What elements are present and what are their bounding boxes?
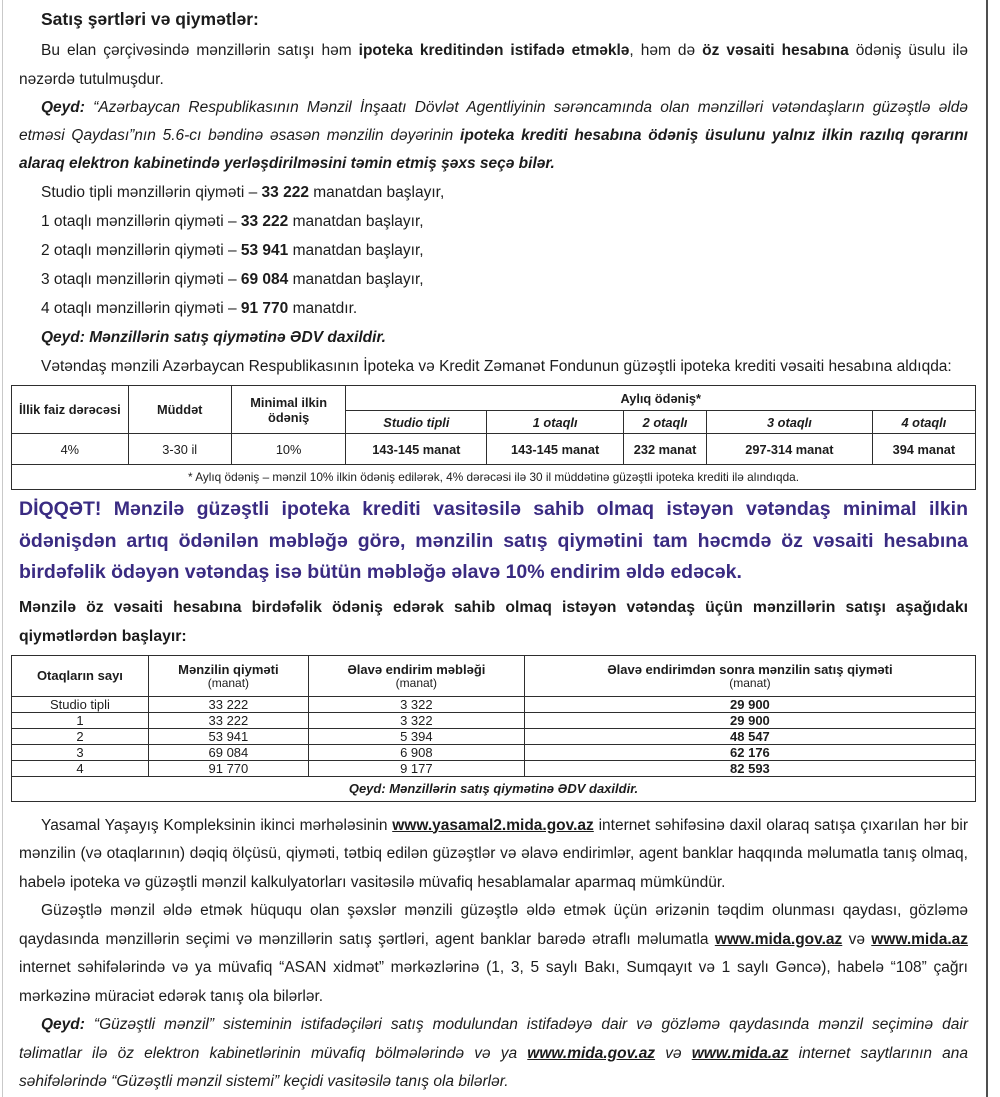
table2-header-price-unit: (manat) <box>207 675 250 690</box>
table2-header-discount-unit: (manat) <box>395 675 438 690</box>
link-mida-gov-az[interactable]: www.mida.gov.az <box>714 930 843 948</box>
link-mida-gov-az-2[interactable]: www.mida.gov.az <box>527 1044 656 1062</box>
table-cell: 82 593 <box>524 760 975 776</box>
text-segment: ipoteka kreditindən istifadə etməklə <box>358 42 630 59</box>
table2-footnote: Qeyd: Mənzillərin satış qiymətinə ƏDV daxildir. <box>12 776 976 801</box>
text-segment: , həm də <box>629 42 703 59</box>
price-line-2room <box>19 236 968 265</box>
outro-yasamal-paragraph <box>19 812 968 898</box>
note1-paragraph <box>19 94 968 178</box>
table-cell: 3 322 <box>308 696 524 712</box>
table-cell: 394 manat <box>872 434 975 465</box>
table2-header-rooms <box>12 655 149 696</box>
text-segment: ipoteka krediti hesabına ödəniş üsulunu yalnız ilkin razılıq qərarını alaraq elektron kabinetində yerləşdirilməsini təmin etmiş şəxs seçə bilər. <box>19 127 968 172</box>
text-segment: 53 941 <box>240 242 289 259</box>
table-cell: 48 547 <box>524 728 975 744</box>
table-cell: 91 770 <box>148 760 308 776</box>
table1-subheader-2room: 2 otaqlı <box>624 411 707 434</box>
price-list <box>19 178 968 323</box>
page-title: Satış şərtləri və qiymətlər: <box>41 9 259 29</box>
table-cell: 3 322 <box>308 712 524 728</box>
price-line-studio <box>19 178 968 207</box>
price-line-1room <box>19 207 968 236</box>
table-cell: 143-145 manat <box>487 434 624 465</box>
table2-header-price-label: Mənzilin qiyməti <box>178 661 279 677</box>
table-cell: 3 <box>12 744 149 760</box>
table-cell: 9 177 <box>308 760 524 776</box>
price-line-3room <box>19 265 968 294</box>
mortgage-intro-paragraph: Vətəndaş mənzili Azərbaycan Respublikasının İpoteka və Kredit Zəmanət Fondunun güzəştli ipoteka krediti vəsaiti hesabına aldıqda: <box>41 358 952 375</box>
table1-header-row <box>12 386 976 411</box>
table2-row-1room <box>12 712 976 728</box>
table-cell: 2 <box>12 728 149 744</box>
table-cell: 4% <box>12 434 129 465</box>
table1-header-minpayment: Minimal ilkin ödəniş <box>231 386 346 434</box>
table2-header-final-price-label: Əlavə endirimdən sonra mənzilin satış qiyməti <box>607 661 893 677</box>
text-segment: və <box>655 1044 692 1062</box>
table1-footnote-row <box>12 465 976 490</box>
link-yasamal2-mida-gov-az[interactable]: www.yasamal2.mida.gov.az <box>392 816 594 834</box>
outro-info-paragraph <box>19 897 968 1011</box>
table2-row-3room <box>12 744 976 760</box>
text-segment: internet səhifələrində və ya müvafiq “ASAN xidmət” mərkəzlərinə (1, 3, 5 saylı Bakı, Sumqayıt və 1 saylı Gəncə), habelə “108” çağrı mərkəzinə müraciət edərək tanış ola bilərlər. <box>19 959 968 1005</box>
table2-header-final-price <box>524 655 975 696</box>
text-segment: Bu elan çərçivəsində mənzillərin satışı həm <box>41 42 359 59</box>
table-cell: 53 941 <box>148 728 308 744</box>
document-frame <box>2 0 988 1097</box>
text-segment: 4 otaqlı mənzillərin qiyməti – <box>41 300 241 317</box>
table-cell: 4 <box>12 760 149 776</box>
text-segment: manatdan başlayır, <box>288 213 424 230</box>
text-segment: öz vəsaiti hesabına <box>702 42 849 59</box>
table-cell: 6 908 <box>308 744 524 760</box>
price-line-4room <box>19 294 968 323</box>
table1-footnote: * Aylıq ödəniş – mənzil 10% ilkin ödəniş edilərək, 4% dərəcəsi ilə 30 il müddətinə güzəştli ipoteka krediti ilə alındıqda. <box>12 465 976 490</box>
text-segment: “Güzəştli mənzil” sisteminin istifadəçiləri satış modulundan istifadəyə dair və gözləmə qaydasında mənzil seçiminə dair təlimatlar ilə öz elektron kabinetlərinin müvafiq bölmələrində və ya <box>19 1016 968 1062</box>
table-cell: 62 176 <box>524 744 975 760</box>
outro-note-paragraph <box>19 1011 968 1097</box>
text-segment: internet saytlarının ana səhifələrində “Güzəştli mənzil sistemi” keçidi vasitəsilə tanış ola bilərlər. <box>19 1044 968 1090</box>
text-segment: 33 222 <box>240 213 289 230</box>
table1-header-rate: İllik faiz dərəcəsi <box>12 386 129 434</box>
text-segment: və <box>842 930 872 948</box>
table2-header-discount-label: Əlavə endirim məbləği <box>347 661 486 677</box>
table-cell: 33 222 <box>148 712 308 728</box>
text-segment: manatdan başlayır, <box>288 271 424 288</box>
text-segment: internet səhifəsinə daxil olaraq satışa çıxarılan hər bir mənzilin (və otaqlarının) dəqiq ölçüsü, qiyməti, tətbiq edilən güzəştlər və əlavə endirimlər, agent banklar haqqında məlumatla tanış olmaq, habelə ipoteka və güzəştli mənzil kalkulyatorları vasitəsilə müvafiq hesablamalar aparmaq mümkündür. <box>19 816 968 891</box>
table-cell: 29 900 <box>524 696 975 712</box>
text-segment: Studio tipli mənzillərin qiyməti – <box>41 184 262 201</box>
link-mida-az-2[interactable]: www.mida.az <box>691 1044 789 1062</box>
text-segment: Qeyd: <box>41 1016 85 1033</box>
text-segment: Yasamal Yaşayış Kompleksinin ikinci mərhələsinin <box>41 816 393 834</box>
table2-header-row <box>12 655 976 696</box>
text-segment: manatdan başlayır, <box>288 242 424 259</box>
attention-paragraph: DİQQƏT! Mənzilə güzəştli ipoteka krediti vasitəsilə sahib olmaq istəyən vətəndaş minimal ilkin ödənişdən artıq ödənilən məbləğə görə, mənzilin satış qiymətini tam həcmdə öz vəsaiti hesabına birdəfəlik ödəyən vətəndaş isə bütün məbləğə əlavə 10% endirim əldə edəcək. <box>19 498 968 583</box>
table2-footnote-row <box>12 776 976 801</box>
table-cell: 232 manat <box>624 434 707 465</box>
table2-header-price <box>148 655 308 696</box>
text-segment: 33 222 <box>261 184 309 201</box>
table-cell: 29 900 <box>524 712 975 728</box>
table-cell: 3-30 il <box>128 434 231 465</box>
text-segment: manatdan başlayır, <box>308 184 445 201</box>
table-cell: 143-145 manat <box>346 434 487 465</box>
vat-note: Qeyd: Mənzillərin satış qiymətinə ƏDV daxildir. <box>41 329 386 346</box>
table1-subheader-studio: Studio tipli <box>346 411 487 434</box>
text-segment: “Azərbaycan Respublikasının Mənzil İnşaatı Dövlət Agentliyinin sərəncamında olan mənzilləri vətəndaşların güzəştlə əldə etməsi Qaydası”nın 5.6-cı bəndinə əsasən mənzilin dəyərinin <box>19 99 968 144</box>
table-cell: 33 222 <box>148 696 308 712</box>
text-segment: 2 otaqlı mənzillərin qiyməti – <box>41 242 241 259</box>
table1-data-row <box>12 434 976 465</box>
table-cell: Studio tipli <box>12 696 149 712</box>
text-segment: 91 770 <box>240 300 289 317</box>
table2-row-2room <box>12 728 976 744</box>
table1-subheader-4room: 4 otaqlı <box>872 411 975 434</box>
table2-row-studio <box>12 696 976 712</box>
table1-header-term: Müddət <box>128 386 231 434</box>
table2-header-rooms-label: Otaqların sayı <box>36 668 123 683</box>
intro-paragraph <box>19 36 968 94</box>
text-segment: 69 084 <box>240 271 289 288</box>
text-segment: ödəniş üsulu ilə nəzərdə tutulmuşdur. <box>19 42 968 88</box>
table-cell: 297-314 manat <box>706 434 872 465</box>
table-cell: 5 394 <box>308 728 524 744</box>
table-cell: 1 <box>12 712 149 728</box>
text-segment: 1 otaqlı mənzillərin qiyməti – <box>41 213 241 230</box>
table1-subheader-3room: 3 otaqlı <box>706 411 872 434</box>
cash-prices-table <box>11 655 976 802</box>
text-segment: Qeyd: <box>41 99 85 116</box>
text-segment: Güzəştlə mənzil əldə etmək hüququ olan şəxslər mənzili güzəştlə əldə etmək üçün ərizənin təqdim olunması qaydası, gözləmə qaydasında mənzillərin seçimi və mənzillərin satış şərtləri, agent banklar barədə ətraflı məlumatla <box>19 902 968 948</box>
table2-header-discount <box>308 655 524 696</box>
table1-subheader-1room: 1 otaqlı <box>487 411 624 434</box>
table-cell: 69 084 <box>148 744 308 760</box>
table-cell: 10% <box>231 434 346 465</box>
mortgage-terms-table <box>11 385 976 490</box>
table2-row-4room <box>12 760 976 776</box>
table1-header-monthly: Aylıq ödəniş* <box>346 386 976 411</box>
table2-header-final-price-unit: (manat) <box>729 675 771 690</box>
text-segment: 3 otaqlı mənzillərin qiyməti – <box>41 271 241 288</box>
link-mida-az[interactable]: www.mida.az <box>871 930 969 948</box>
text-segment: manatdır. <box>288 300 358 317</box>
cash-intro-paragraph: Mənzilə öz vəsaiti hesabına birdəfəlik ödəniş edərək sahib olmaq istəyən vətəndaş üçün mənzillərin satışı aşağıdakı qiymətlərdən başlayır: <box>19 598 968 645</box>
